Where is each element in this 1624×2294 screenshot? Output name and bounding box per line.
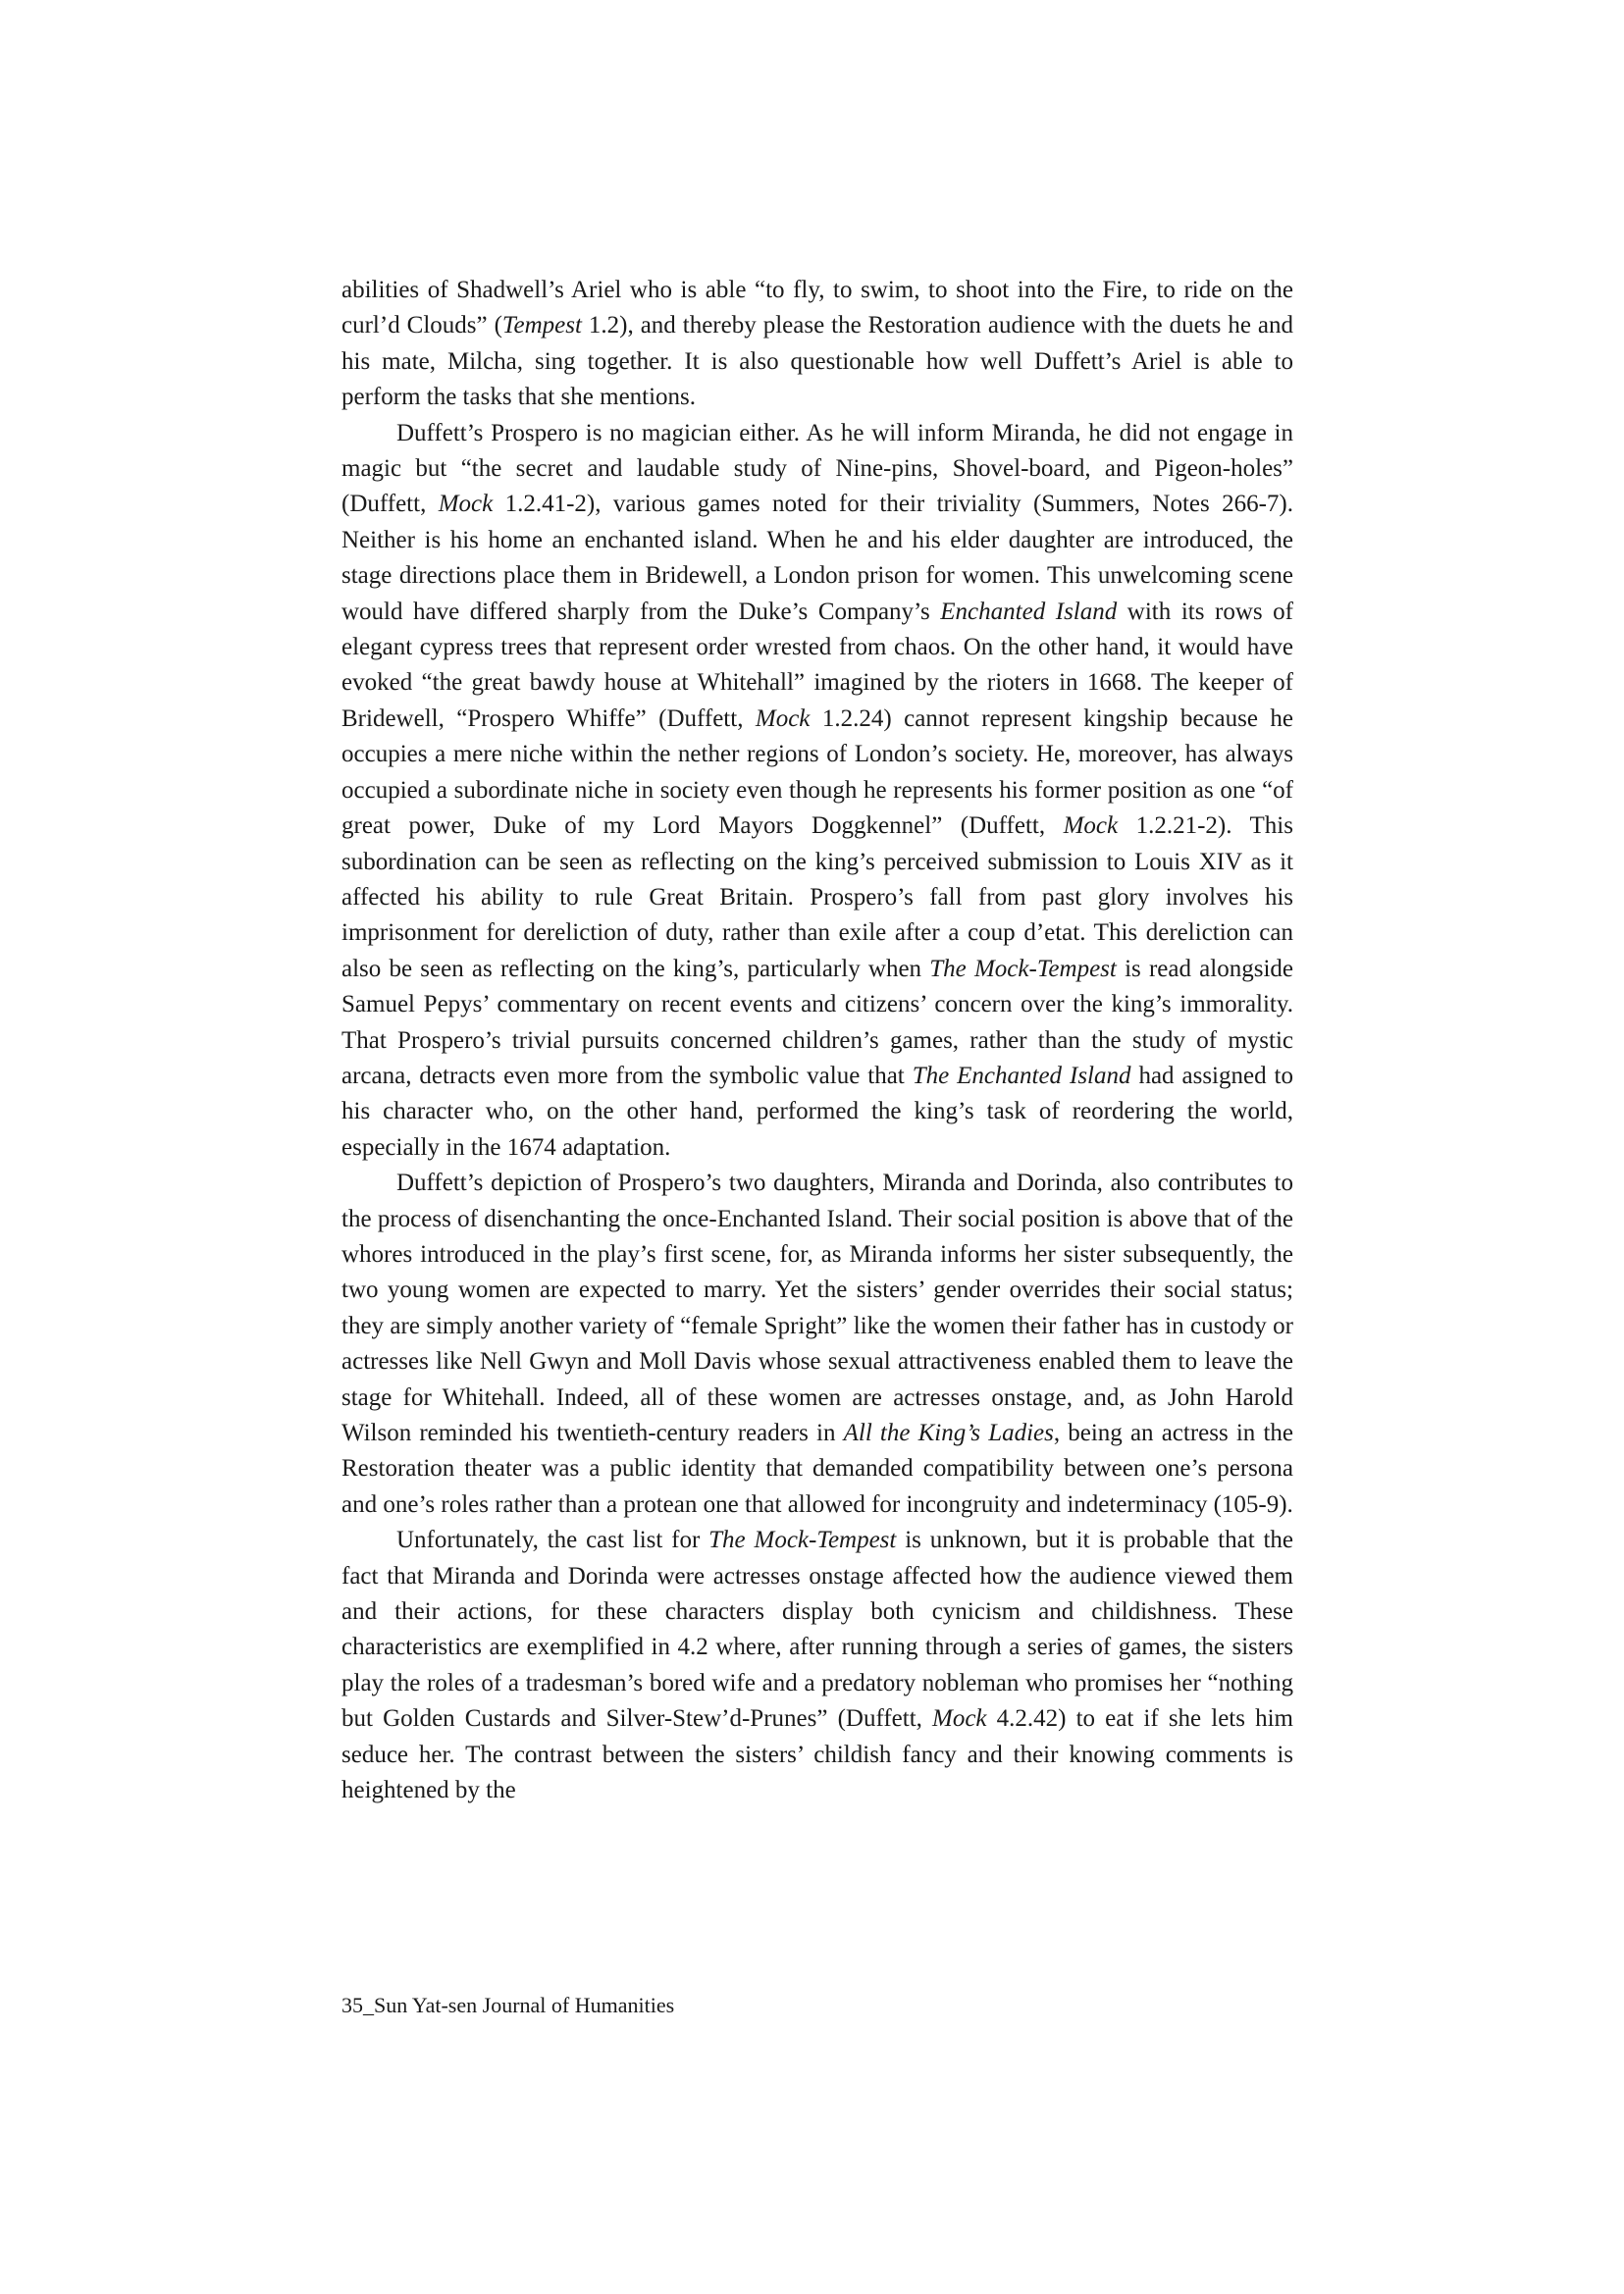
- text-segment: , being an actress in the Restoration theater was a public identity that demanded compatibility between one’s persona and one’s roles rather than a protean one that allowed for incongruity and indeterminacy (105-9).: [341, 1420, 1293, 1518]
- text-segment: had assigned to his character who, on the other hand, performed the king’s task of reordering the world, especially in the 1674 adaptation.: [341, 1062, 1293, 1161]
- text-segment: abilities of Shadwell’s Ariel who is able “to fly, to swim, to shoot into the Fire, to ride on the curl’d Clouds” (: [341, 277, 1293, 339]
- page-footer: 35_Sun Yat-sen Journal of Humanities: [341, 1993, 675, 2017]
- text-segment: 1.2.24) cannot represent kingship because he occupies a mere niche within the nether regions of London’s society. He, moreover, has always occupied a subordinate niche in society even though he represents his former position as one “of great power, Duke of my Lord Mayors Doggkennel” (Duffett,: [341, 704, 1293, 840]
- text-segment: 1.2.41-2), various games noted for their triviality (Summers, Notes 266-7). Neither is his home an enchanted island. When he and his elder daughter are introduced, the stage directions place them in Bridewell, a London prison for women. This unwelcoming scene would have differed sharply from the Duke’s Company’s: [341, 491, 1293, 625]
- italic-title: The Enchanted Island: [912, 1062, 1131, 1089]
- paragraph-3: [341, 1166, 1293, 1523]
- text-segment: 1.2), and thereby please the Restoration audience with the duets he and his mate, Milcha, sing together. It is also questionable how well Duffett’s Ariel is able to perform the tasks that she mentions.: [341, 312, 1293, 411]
- text-segment: is unknown, but it is probable that the fact that Miranda and Dorinda were actresses onstage affected how the audience viewed them and their actions, for these characters display both cynicism and childishness. These characteristics are exemplified in 4.2 where, after running through a series of games, the sisters play the roles of a tradesman’s bored wife and a predatory nobleman who promises her “nothing but Golden Custards and Silver-Stew’d-Prunes” (Duffett,: [341, 1527, 1294, 1733]
- text-segment: Unfortunately, the cast list for: [396, 1527, 709, 1554]
- italic-title: All the King’s Ladies: [843, 1420, 1054, 1446]
- italic-title: Mock: [755, 704, 811, 732]
- italic-title: Mock: [932, 1705, 987, 1733]
- italic-title: Mock: [1063, 812, 1119, 840]
- text-segment: Duffett’s depiction of Prospero’s two daughters, Miranda and Dorinda, also contributes to the process of disenchanting the once-Enchanted Island. Their social position is above that of the whores introduced in the play’s first scene, for, as Miranda informs her sister subsequently, the two young women are expected to marry. Yet the sisters’ gender overrides their social status; they are simply another variety of “female Spright” like the women their father has in custody or actresses like Nell Gwyn and Moll Davis whose sexual attractiveness enabled them to leave the stage for Whitehall. Indeed, all of these women are actresses onstage, and, as John Harold Wilson reminded his twentieth-century readers in: [341, 1170, 1293, 1446]
- italic-title: Enchanted Island: [940, 598, 1118, 625]
- text-segment: Duffett’s Prospero is no magician either. As he will inform Miranda, he did not engage in magic but “the secret and laudable study of Nine-pins, Shovel-board, and Pigeon-holes” (Duffett,: [341, 419, 1293, 518]
- text-segment: 1.2.21-2). This subordination can be seen as reflecting on the king’s perceived submission to Louis XIV as it affected his ability to rule Great Britain. Prospero’s fall from past glory involves his imprisonment for dereliction of duty, rather than exile after a coup d’etat. This dereliction can also be seen as reflecting on the king’s, particularly when: [341, 812, 1293, 982]
- italic-title: Mock: [438, 491, 494, 518]
- text-segment: 4.2.42) to eat if she lets him seduce her. The contrast between the sisters’ childish fancy and their knowing comments is heightened by the: [341, 1705, 1293, 1804]
- italic-title: The Mock-Tempest: [929, 955, 1117, 982]
- page-body: [341, 273, 1293, 1808]
- italic-title: Tempest: [501, 312, 582, 339]
- text-segment: with its rows of elegant cypress trees that represent order wrested from chaos. On the other hand, it would have evoked “the great bawdy house at Whitehall” imagined by the rioters in 1668. The keeper of Bridewell, “Prospero Whiffe” (Duffett,: [341, 598, 1293, 732]
- paragraph-2: [341, 416, 1293, 1167]
- italic-title: The Mock-Tempest: [708, 1527, 897, 1554]
- text-segment: is read alongside Samuel Pepys’ commentary on recent events and citizens’ concern over the king’s immorality. That Prospero’s trivial pursuits concerned children’s games, rather than the study of mystic arcana, detracts even more from the symbolic value that: [341, 955, 1293, 1089]
- paragraph-4: [341, 1523, 1293, 1808]
- paragraph-1: [341, 273, 1293, 416]
